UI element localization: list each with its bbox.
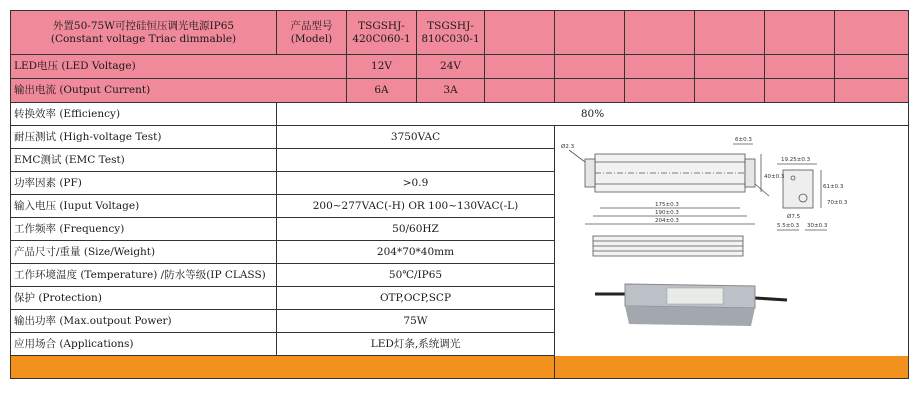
empty-cell [625,79,695,103]
model-label-cell [277,11,347,55]
environment-label: 工作环境温度 (Temperature) /防水等级(IP CLASS) [11,264,277,287]
product-drawing [555,126,908,370]
protection-label: 保护 (Protection) [11,287,277,310]
emc-test-value [277,149,555,172]
efficiency-value: 80% [277,103,909,126]
max-power-label: 输出功率 (Max.outpout Power) [11,310,277,333]
product-photo [595,284,787,326]
empty-cell [765,11,835,55]
model-2-line2: 810C030-1 [421,32,480,45]
size-weight-value: 204*70*40mm [277,241,555,264]
dim-d5: 40±0.3 [764,174,785,180]
dim-d8: 30±0.3 [807,223,828,229]
model-label-en: (Model) [290,32,333,45]
hv-test-label: 耐压测试 (High-voltage Test) [11,126,277,149]
emc-test-label: EMC测试 (EMC Test) [11,149,277,172]
efficiency-label: 转换效率 (Efficiency) [11,103,277,126]
empty-cell [555,11,625,55]
efficiency-row [11,103,909,126]
dim-d6: 19.25±0.3 [781,157,811,163]
dim-d11: Ø7.5 [787,214,801,220]
hv-test-row [11,126,909,149]
hv-test-value: 3750VAC [277,126,555,149]
empty-cell [695,79,765,103]
dim-d4: 204±0.3 [655,218,679,224]
applications-value: LED灯条,系统调光 [277,333,555,356]
dimension-drawing [555,126,848,370]
dim-d9: 61±0.3 [823,184,844,190]
dim-d1: 6±0.3 [735,137,752,143]
dim-d7: 5.5±0.3 [777,223,800,229]
input-voltage-value: 200~277VAC(-H) OR 100~130VAC(-L) [277,195,555,218]
pf-label: 功率因素 (PF) [11,172,277,195]
empty-cell [835,79,909,103]
model-1-line1: TSGSHJ- [358,20,405,33]
output-current-row [11,79,909,103]
model-1-line2: 420C060-1 [352,32,411,45]
model-2-line1: TSGSHJ- [427,20,474,33]
header-row [11,11,909,55]
applications-label: 应用场合 (Applications) [11,333,277,356]
protection-value: OTP,OCP,SCP [277,287,555,310]
empty-cell [695,11,765,55]
empty-cell [765,55,835,79]
empty-cell [695,55,765,79]
output-current-value-2: 3A [417,79,485,103]
output-current-label: 输出电流 (Output Current) [11,79,347,103]
frequency-label: 工作频率 (Frequency) [11,218,277,241]
input-voltage-label: 输入电压 (Iuput Voltage) [11,195,277,218]
empty-cell [485,79,555,103]
case-end-view [783,170,813,208]
model-label-cn: 产品型号 [290,20,333,33]
dim-d12: Ø2.3 [561,144,575,150]
spec-sheet [10,10,848,391]
empty-cell [835,55,909,79]
size-weight-label: 产品尺寸/重量 (Size/Weight) [11,241,277,264]
model-cell-2 [417,11,485,55]
model-cell-1 [347,11,417,55]
empty-cell [555,79,625,103]
led-voltage-row [11,55,909,79]
led-voltage-value-1: 12V [347,55,417,79]
empty-cell [555,55,625,79]
empty-cell [765,79,835,103]
led-voltage-value-2: 24V [417,55,485,79]
product-title-cn: 外置50-75W可控硅恒压调光电源IP65 [52,20,235,33]
product-title-en: (Constant voltage Triac dimmable) [50,32,237,45]
empty-cell [835,11,909,55]
output-current-value-1: 6A [347,79,417,103]
pf-value: >0.9 [277,172,555,195]
empty-cell [625,11,695,55]
dim-d3: 190±0.3 [655,210,679,216]
spec-table [10,10,909,379]
led-voltage-label: LED电压 (LED Voltage) [11,55,347,79]
empty-cell [485,55,555,79]
dim-d2: 175±0.3 [655,202,679,208]
product-drawing-cell [555,126,909,379]
frequency-value: 50/60HZ [277,218,555,241]
product-title-cell [11,11,277,55]
dim-d10: 70±0.3 [827,200,848,206]
max-power-value: 75W [277,310,555,333]
environment-value: 50℃/IP65 [277,264,555,287]
empty-cell [625,55,695,79]
empty-cell [485,11,555,55]
